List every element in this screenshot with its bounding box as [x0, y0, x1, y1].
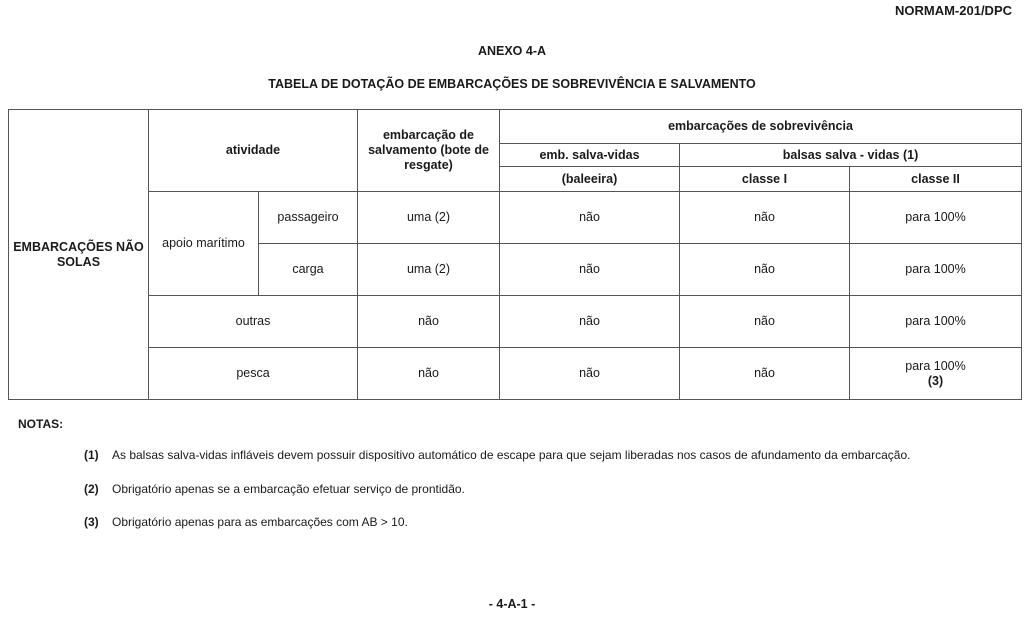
notes-title: NOTAS: — [18, 417, 64, 431]
cell-atividade: pesca — [149, 348, 358, 400]
cell-classe-1: não — [680, 192, 850, 244]
allocation-table — [8, 109, 1022, 400]
cell-classe-2 — [850, 348, 1022, 400]
cell-baleeira: não — [500, 296, 680, 348]
cell-classe-2: para 100% — [850, 296, 1022, 348]
note-3 — [84, 515, 408, 529]
note-text: Obrigatório apenas para as embarcações com AB > 10. — [112, 515, 408, 529]
header-atividade: atividade — [149, 110, 358, 192]
cell-classe-2: para 100% — [850, 192, 1022, 244]
annex-title: ANEXO 4-A — [477, 44, 547, 58]
document-code: NORMAM-201/DPC — [894, 3, 1012, 18]
header-classe-2: classe II — [850, 167, 1022, 192]
table-row — [9, 348, 1022, 400]
cell-classe-1: não — [680, 296, 850, 348]
header-emb-salva-vidas: emb. salva-vidas — [500, 144, 680, 167]
note-number: (2) — [84, 482, 99, 496]
note-number: (3) — [84, 515, 99, 529]
cell-salvamento: não — [358, 296, 500, 348]
cell-salvamento: uma (2) — [358, 244, 500, 296]
cell-salvamento: uma (2) — [358, 192, 500, 244]
group-apoio-maritimo: apoio marítimo — [149, 192, 259, 296]
cell-baleeira: não — [500, 192, 680, 244]
page-number: - 4-A-1 - — [488, 597, 536, 611]
table-title: TABELA DE DOTAÇÃO DE EMBARCAÇÕES DE SOBREVIVÊNCIA E SALVAMENTO — [268, 77, 756, 91]
note-text: Obrigatório apenas se a embarcação efetuar serviço de prontidão. — [112, 482, 465, 496]
note-2 — [84, 482, 465, 496]
table-row — [9, 192, 1022, 244]
cell-atividade: passageiro — [259, 192, 358, 244]
cell-classe-2: para 100% — [850, 244, 1022, 296]
cell-baleeira: não — [500, 244, 680, 296]
cell-classe-2-value: para 100% — [905, 358, 966, 373]
row-header-nao-solas: EMBARCAÇÕES NÃO SOLAS — [9, 110, 149, 400]
header-classe-1: classe I — [680, 167, 850, 192]
cell-salvamento: não — [358, 348, 500, 400]
cell-classe-1: não — [680, 244, 850, 296]
cell-baleeira: não — [500, 348, 680, 400]
cell-atividade: outras — [149, 296, 358, 348]
table-row — [9, 296, 1022, 348]
header-baleeira: (baleeira) — [500, 167, 680, 192]
cell-classe-1: não — [680, 348, 850, 400]
note-text: As balsas salva-vidas infláveis devem possuir dispositivo automático de escape para que sejam liberadas nos casos de afundamento da embarcação. — [112, 448, 911, 462]
cell-classe-2-note: (3) — [927, 373, 944, 388]
note-number: (1) — [84, 448, 99, 462]
note-1 — [84, 448, 910, 462]
header-balsas: balsas salva - vidas (1) — [680, 144, 1022, 167]
header-sobrevivencia: embarcações de sobrevivência — [500, 110, 1022, 144]
header-salvamento: embarcação de salvamento (bote de resgate) — [358, 110, 500, 192]
cell-atividade: carga — [259, 244, 358, 296]
